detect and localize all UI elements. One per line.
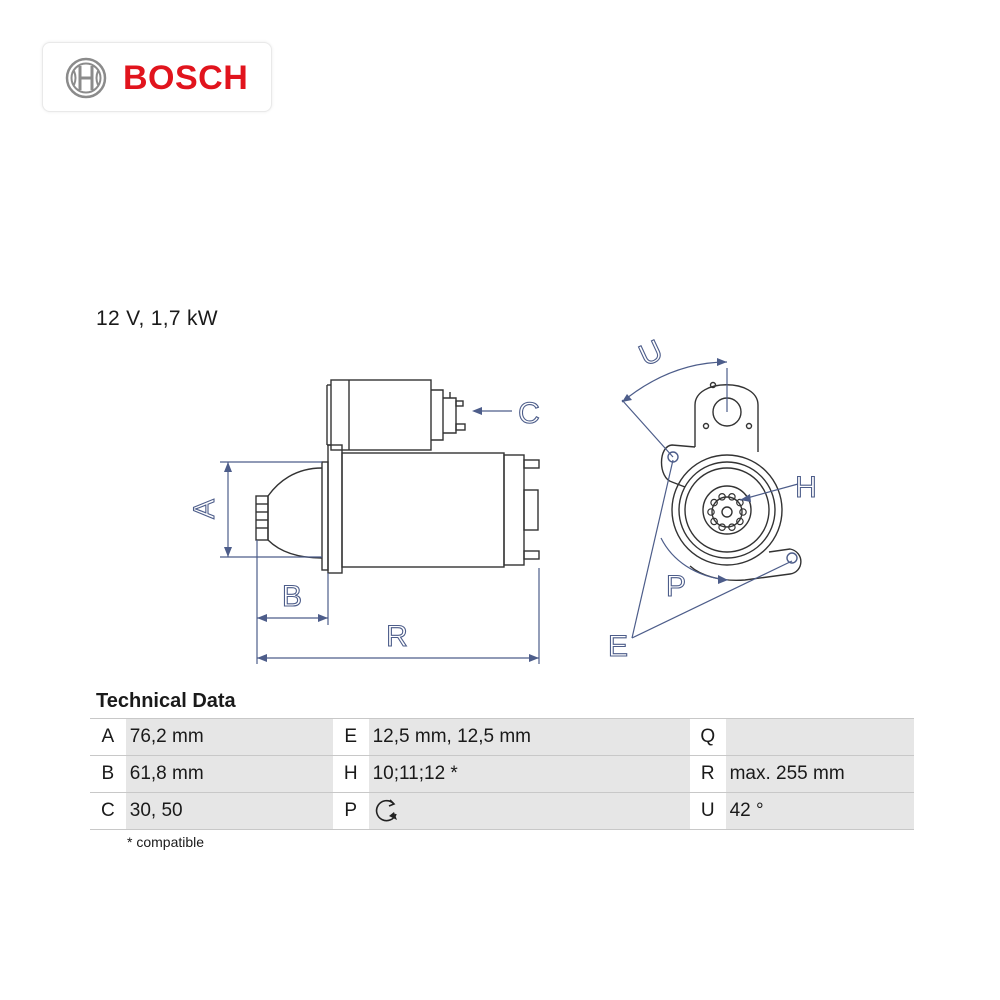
end-cap <box>504 455 524 565</box>
label-e: E <box>607 630 629 663</box>
key-cell: B <box>90 756 126 793</box>
key-cell: U <box>690 793 726 830</box>
spec-line: 12 V, 1,7 kW <box>96 307 218 330</box>
value-cell: 12,5 mm, 12,5 mm <box>369 719 690 756</box>
clockwise-rotation-icon <box>373 797 401 825</box>
key-cell: C <box>90 793 126 830</box>
label-h: H <box>795 471 817 504</box>
technical-data-title: Technical Data <box>96 690 236 712</box>
mounting-flange <box>322 462 328 570</box>
label-r: R <box>386 620 408 653</box>
label-c: C <box>518 397 540 430</box>
value-cell-rotation <box>369 793 690 830</box>
key-cell: E <box>333 719 369 756</box>
value-cell: 76,2 mm <box>126 719 333 756</box>
key-cell: P <box>333 793 369 830</box>
key-cell: H <box>333 756 369 793</box>
motor-body <box>342 453 504 567</box>
value-cell: max. 255 mm <box>726 756 914 793</box>
table-row <box>90 719 914 756</box>
label-u: U <box>634 333 668 373</box>
solenoid-body <box>331 380 431 450</box>
value-cell <box>726 719 914 756</box>
pinion-teeth <box>708 494 746 531</box>
footnote: * compatible <box>127 834 205 850</box>
front-housing <box>672 455 782 565</box>
value-cell: 10;11;12 * <box>369 756 690 793</box>
key-cell: Q <box>690 719 726 756</box>
side-view <box>256 380 539 573</box>
label-a: A <box>188 498 221 520</box>
gear-tooth <box>740 509 746 515</box>
key-cell: R <box>690 756 726 793</box>
label-b: B <box>281 580 303 613</box>
technical-data-table <box>90 718 914 830</box>
nose-housing <box>268 468 322 558</box>
table-row <box>90 756 914 793</box>
brand-name: BOSCH <box>123 59 249 97</box>
front-view <box>662 383 801 581</box>
front-view-dimensions <box>622 358 798 638</box>
key-cell: A <box>90 719 126 756</box>
value-cell: 30, 50 <box>126 793 333 830</box>
value-cell: 42 ° <box>726 793 914 830</box>
pinion <box>256 496 268 540</box>
value-cell: 61,8 mm <box>126 756 333 793</box>
gear-tooth <box>708 509 714 515</box>
label-p: P <box>665 570 687 603</box>
table-row <box>90 793 914 830</box>
